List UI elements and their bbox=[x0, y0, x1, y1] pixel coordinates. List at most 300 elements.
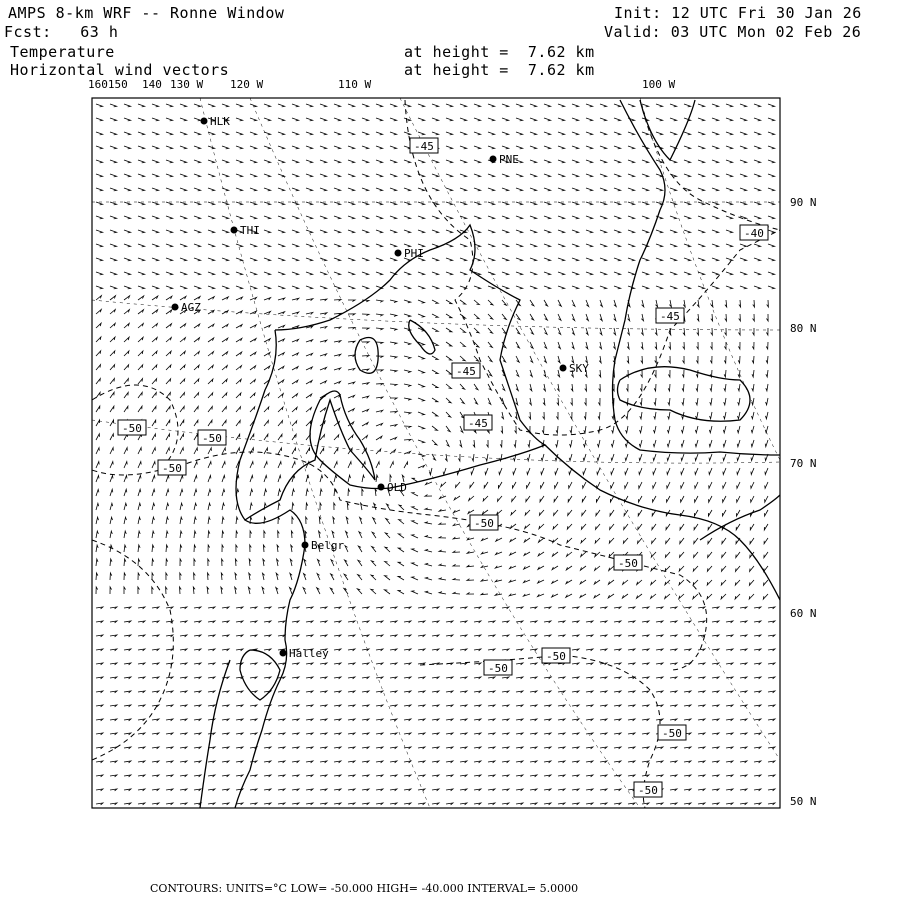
wind-vector bbox=[600, 286, 607, 289]
wind-vector bbox=[558, 621, 565, 623]
wind-vector bbox=[740, 286, 747, 289]
wind-vector bbox=[502, 775, 509, 777]
wind-vector bbox=[768, 216, 775, 219]
wind-vector bbox=[665, 566, 670, 571]
wind-vector bbox=[278, 531, 280, 538]
wind-vector bbox=[460, 300, 466, 304]
wind-vector bbox=[765, 426, 768, 433]
wind-vector bbox=[152, 393, 156, 399]
wind-vector bbox=[305, 531, 307, 538]
wind-vector bbox=[511, 524, 517, 528]
wind-vector bbox=[334, 448, 338, 454]
station-marker bbox=[172, 304, 179, 311]
wind-vector bbox=[768, 244, 775, 247]
temperature-contours bbox=[92, 100, 780, 808]
wind-vector bbox=[166, 649, 173, 651]
wind-vector bbox=[556, 412, 558, 419]
wind-vector bbox=[460, 691, 467, 693]
wind-vector bbox=[655, 370, 657, 377]
wind-vector bbox=[292, 286, 299, 289]
wind-vector bbox=[166, 272, 173, 275]
wind-vector bbox=[516, 356, 519, 362]
wind-vector bbox=[348, 272, 355, 275]
wind-vector bbox=[726, 789, 733, 791]
wind-vector bbox=[236, 517, 238, 524]
wind-vector bbox=[544, 216, 551, 219]
wind-vector bbox=[712, 677, 719, 679]
wind-vector bbox=[166, 338, 171, 343]
wind-vector bbox=[474, 677, 481, 679]
wind-vector bbox=[526, 496, 530, 502]
wind-vector bbox=[684, 132, 691, 135]
wind-vector bbox=[572, 775, 579, 777]
wind-vector bbox=[432, 258, 439, 261]
wind-vector bbox=[529, 398, 531, 405]
wind-vector bbox=[586, 775, 593, 777]
wind-vector bbox=[572, 314, 575, 321]
wind-vector bbox=[390, 705, 397, 707]
wind-vector bbox=[348, 489, 350, 496]
wind-vector bbox=[614, 733, 621, 735]
wind-vector bbox=[404, 761, 411, 763]
wind-vector bbox=[278, 230, 285, 233]
wind-vector bbox=[398, 548, 404, 552]
wind-vector bbox=[264, 407, 269, 412]
wind-vector bbox=[96, 258, 103, 261]
wind-vector bbox=[320, 719, 327, 721]
wind-vector bbox=[278, 188, 285, 191]
wind-vector bbox=[250, 407, 255, 412]
wind-vector bbox=[235, 573, 237, 580]
wind-vector bbox=[385, 576, 391, 580]
wind-vector bbox=[709, 426, 712, 433]
wind-vector bbox=[754, 216, 761, 219]
wind-vector bbox=[611, 454, 614, 461]
wind-vector bbox=[470, 482, 474, 488]
wind-vector bbox=[152, 202, 159, 205]
wind-vector bbox=[390, 146, 397, 149]
wind-vector bbox=[726, 607, 733, 609]
wind-vector bbox=[529, 412, 531, 419]
wind-vector-field bbox=[96, 104, 775, 805]
wind-vector bbox=[222, 803, 229, 805]
wind-vector bbox=[303, 588, 306, 594]
wind-vector bbox=[739, 328, 741, 335]
wind-vector bbox=[712, 635, 719, 637]
wind-vector bbox=[250, 761, 257, 763]
wind-vector bbox=[166, 719, 173, 721]
wind-vector bbox=[152, 132, 159, 135]
wind-vector bbox=[544, 747, 551, 749]
wind-vector bbox=[250, 216, 257, 219]
wind-vector bbox=[495, 580, 502, 582]
wind-vector bbox=[584, 412, 586, 419]
wind-vector bbox=[222, 297, 228, 300]
wind-vector bbox=[611, 468, 614, 475]
wind-vector bbox=[722, 566, 727, 571]
wind-vector bbox=[376, 132, 383, 135]
wind-vector bbox=[208, 559, 210, 566]
wind-vector bbox=[180, 573, 182, 580]
wind-vector bbox=[516, 691, 523, 693]
wind-vector bbox=[740, 733, 747, 735]
wind-vector bbox=[764, 538, 768, 544]
wind-vector bbox=[372, 547, 376, 553]
wind-vector bbox=[398, 590, 404, 594]
wind-vector bbox=[474, 132, 481, 135]
wind-vector bbox=[586, 663, 593, 665]
wind-vector bbox=[614, 649, 621, 651]
wind-vector bbox=[180, 420, 184, 426]
wind-vector bbox=[404, 621, 411, 623]
wind-vector bbox=[250, 545, 252, 552]
wind-vector bbox=[684, 789, 691, 791]
wind-vector bbox=[180, 531, 182, 538]
wind-vector bbox=[656, 677, 663, 679]
wind-vector bbox=[264, 272, 271, 275]
wind-vector bbox=[595, 538, 600, 543]
wind-vector bbox=[250, 188, 257, 191]
wind-vector bbox=[768, 635, 775, 637]
wind-vector bbox=[502, 104, 509, 107]
wind-vector bbox=[292, 104, 299, 107]
wind-vector bbox=[568, 510, 572, 516]
wind-vector bbox=[110, 230, 117, 233]
wind-vector bbox=[726, 118, 733, 121]
wind-vector bbox=[525, 510, 530, 515]
wind-vector bbox=[334, 705, 341, 707]
wind-vector bbox=[453, 592, 460, 594]
contour-label: -50 bbox=[202, 432, 222, 445]
wind-vector bbox=[530, 356, 533, 362]
wind-vector bbox=[474, 663, 481, 665]
wind-vector bbox=[362, 677, 369, 679]
wind-vector bbox=[766, 342, 768, 349]
wind-vector bbox=[610, 510, 614, 516]
wind-vector bbox=[166, 448, 169, 454]
wind-vector bbox=[317, 588, 320, 594]
wind-vector bbox=[439, 592, 446, 594]
wind-vector bbox=[754, 188, 761, 191]
wind-vector bbox=[453, 578, 460, 580]
wind-vector bbox=[712, 663, 719, 665]
wind-vector bbox=[152, 310, 158, 314]
wind-vector bbox=[180, 545, 182, 552]
wind-vector bbox=[474, 174, 481, 177]
wind-vector bbox=[555, 482, 558, 488]
wind-vector bbox=[754, 272, 761, 275]
station-marker bbox=[231, 227, 238, 234]
wind-vector bbox=[320, 803, 327, 805]
wind-vector bbox=[222, 635, 229, 637]
wind-vector bbox=[453, 564, 460, 566]
wind-vector bbox=[306, 258, 313, 261]
wind-vector bbox=[278, 286, 285, 289]
wind-vector bbox=[166, 379, 171, 384]
wind-vector bbox=[571, 384, 573, 391]
wind-vector bbox=[585, 398, 587, 405]
wind-vector bbox=[359, 532, 362, 538]
wind-vector bbox=[460, 635, 467, 637]
wind-vector bbox=[541, 482, 545, 488]
wind-vector bbox=[292, 803, 299, 805]
wind-vector bbox=[390, 384, 397, 386]
wind-vector bbox=[460, 775, 467, 777]
wind-vector bbox=[740, 635, 747, 637]
wind-vector bbox=[376, 397, 383, 399]
wind-vector bbox=[599, 384, 601, 391]
wind-vector bbox=[653, 440, 656, 447]
wind-vector bbox=[600, 691, 607, 693]
wind-vector bbox=[152, 160, 159, 163]
station-label: Belgr bbox=[311, 539, 345, 552]
wind-vector bbox=[558, 118, 565, 121]
wind-vector bbox=[544, 719, 551, 721]
wind-vector bbox=[222, 132, 229, 135]
wind-vector bbox=[460, 789, 467, 791]
wind-vector bbox=[740, 160, 747, 163]
wind-vector bbox=[502, 691, 509, 693]
wind-vector bbox=[334, 381, 341, 384]
wind-vector bbox=[599, 370, 601, 377]
wind-vector bbox=[96, 296, 101, 300]
wind-vector bbox=[502, 230, 509, 233]
wind-vector bbox=[572, 202, 579, 205]
wind-vector bbox=[96, 559, 98, 566]
wind-vector bbox=[138, 202, 145, 205]
wind-vector bbox=[250, 380, 255, 385]
wind-vector bbox=[334, 202, 341, 205]
wind-vector bbox=[96, 635, 103, 637]
wind-vector bbox=[166, 244, 173, 247]
wind-vector bbox=[698, 691, 705, 693]
wind-vector bbox=[348, 174, 355, 177]
wind-vector bbox=[586, 705, 593, 707]
wind-vector bbox=[306, 705, 313, 707]
wind-vector bbox=[362, 663, 369, 665]
wind-vector bbox=[348, 286, 355, 289]
wind-vector bbox=[110, 118, 117, 121]
wind-vector bbox=[544, 132, 551, 135]
wind-vector bbox=[404, 132, 411, 135]
wind-vector bbox=[600, 174, 607, 177]
wind-vector bbox=[708, 552, 712, 558]
wind-vector bbox=[516, 705, 523, 707]
wind-vector bbox=[502, 286, 509, 289]
wind-vector bbox=[278, 733, 285, 735]
wind-vector bbox=[595, 566, 600, 570]
wind-vector bbox=[460, 747, 467, 749]
wind-vector bbox=[768, 747, 775, 749]
wind-vector bbox=[236, 174, 243, 177]
wind-vector bbox=[600, 747, 607, 749]
wind-vector bbox=[499, 468, 502, 475]
wind-vector bbox=[166, 761, 173, 763]
wind-vector bbox=[722, 510, 726, 516]
wind-vector bbox=[152, 462, 155, 468]
wind-vector bbox=[432, 286, 439, 289]
wind-vector bbox=[460, 384, 465, 389]
station-label: THI bbox=[240, 224, 260, 237]
wind-vector bbox=[180, 258, 187, 261]
wind-vector bbox=[456, 482, 461, 487]
wind-vector bbox=[740, 649, 747, 651]
wind-vector bbox=[684, 761, 691, 763]
wind-vector bbox=[166, 607, 173, 609]
wind-vector bbox=[639, 496, 643, 502]
wind-vector bbox=[572, 621, 579, 623]
wind-vector bbox=[681, 454, 684, 461]
wind-vector bbox=[541, 468, 544, 475]
wind-vector bbox=[320, 733, 327, 735]
wind-vector bbox=[376, 761, 383, 763]
wind-vector bbox=[399, 505, 404, 510]
wind-vector bbox=[698, 677, 705, 679]
wind-vector bbox=[348, 395, 355, 398]
wind-vector bbox=[538, 594, 545, 597]
wind-vector bbox=[586, 789, 593, 791]
wind-vector bbox=[292, 503, 294, 510]
wind-vector bbox=[614, 230, 621, 233]
wind-vector bbox=[390, 174, 397, 177]
wind-vector bbox=[264, 761, 271, 763]
wind-vector bbox=[264, 339, 270, 342]
wind-vector bbox=[320, 118, 327, 121]
wind-vector bbox=[390, 775, 397, 777]
wind-vector bbox=[348, 635, 355, 637]
wind-vector bbox=[362, 719, 369, 721]
wind-vector bbox=[446, 775, 453, 777]
wind-vector bbox=[670, 286, 677, 289]
wind-vector bbox=[768, 132, 775, 135]
wind-vector bbox=[500, 440, 502, 447]
wind-vector bbox=[110, 296, 116, 300]
wind-vector bbox=[723, 468, 726, 475]
wind-vector bbox=[581, 538, 586, 543]
wind-vector bbox=[439, 536, 446, 538]
wind-vector bbox=[180, 244, 187, 247]
wind-vector bbox=[751, 468, 754, 475]
wind-vector bbox=[709, 454, 712, 461]
wind-vector bbox=[710, 384, 712, 391]
wind-vector bbox=[208, 545, 210, 552]
wind-vector bbox=[292, 705, 299, 707]
wind-vector bbox=[468, 510, 474, 514]
wind-vector bbox=[496, 552, 503, 555]
wind-vector bbox=[418, 412, 425, 415]
wind-vector bbox=[614, 216, 621, 219]
wind-vector bbox=[460, 258, 467, 261]
wind-vector bbox=[446, 440, 449, 446]
wind-vector bbox=[754, 803, 761, 805]
wind-vector bbox=[138, 587, 140, 594]
wind-vector bbox=[737, 482, 740, 488]
wind-vector bbox=[642, 733, 649, 735]
wind-vector bbox=[278, 312, 285, 314]
wind-vector bbox=[684, 803, 691, 805]
wind-vector bbox=[348, 146, 355, 149]
wind-vector bbox=[390, 314, 397, 316]
wind-vector bbox=[250, 789, 257, 791]
wind-vector bbox=[611, 482, 614, 488]
wind-vector bbox=[432, 719, 439, 721]
wind-vector bbox=[446, 328, 452, 332]
wind-vector bbox=[194, 324, 200, 328]
wind-vector bbox=[124, 691, 131, 693]
wind-vector bbox=[488, 677, 495, 679]
wind-vector bbox=[544, 104, 551, 107]
wind-vector bbox=[292, 367, 298, 370]
wind-vector bbox=[502, 146, 509, 149]
wind-vector bbox=[418, 370, 425, 373]
wind-vector bbox=[516, 663, 523, 665]
wind-vector bbox=[264, 663, 271, 665]
wind-vector bbox=[390, 621, 397, 623]
wind-vector bbox=[474, 621, 481, 623]
wind-vector bbox=[194, 188, 201, 191]
wind-vector bbox=[656, 132, 663, 135]
wind-vector bbox=[390, 258, 397, 261]
wind-vector bbox=[765, 496, 768, 502]
wind-vector bbox=[348, 775, 355, 777]
wind-vector bbox=[138, 462, 141, 468]
wind-vector bbox=[656, 258, 663, 261]
wind-vector bbox=[723, 482, 726, 488]
wind-vector bbox=[334, 691, 341, 693]
wind-vector bbox=[194, 621, 201, 623]
wind-vector bbox=[572, 719, 579, 721]
wind-vector bbox=[248, 587, 250, 594]
wind-vector bbox=[194, 573, 196, 580]
wind-vector bbox=[357, 589, 362, 594]
wind-vector bbox=[194, 104, 201, 107]
wind-vector bbox=[376, 174, 383, 177]
wind-vector bbox=[572, 328, 574, 335]
wind-vector bbox=[124, 587, 126, 594]
wind-vector bbox=[250, 132, 257, 135]
wind-vector bbox=[306, 489, 308, 496]
wind-vector bbox=[502, 258, 509, 261]
wind-vector bbox=[768, 202, 775, 205]
wind-vector bbox=[572, 649, 579, 651]
wind-vector bbox=[612, 426, 614, 433]
wind-vector bbox=[138, 174, 145, 177]
wind-vector bbox=[683, 342, 685, 349]
wind-vector bbox=[194, 244, 201, 247]
wind-vector bbox=[331, 574, 334, 580]
wind-vector bbox=[483, 496, 488, 501]
wind-vector bbox=[222, 545, 224, 552]
wind-vector bbox=[362, 383, 369, 385]
wind-vector bbox=[670, 104, 677, 107]
wind-vector bbox=[180, 448, 183, 454]
wind-vector bbox=[432, 649, 439, 651]
wind-vector bbox=[527, 468, 530, 475]
wind-vector bbox=[376, 118, 383, 121]
wind-vector bbox=[642, 705, 649, 707]
wind-vector bbox=[425, 536, 432, 539]
wind-vector bbox=[166, 747, 173, 749]
wind-vector bbox=[670, 789, 677, 791]
wind-vector bbox=[684, 649, 691, 651]
wind-vector bbox=[236, 297, 242, 300]
wind-vector bbox=[567, 538, 572, 543]
wind-vector bbox=[320, 160, 327, 163]
wind-vector bbox=[292, 272, 299, 275]
wind-vector bbox=[544, 356, 546, 363]
wind-vector bbox=[558, 607, 565, 609]
wind-vector bbox=[180, 338, 185, 342]
